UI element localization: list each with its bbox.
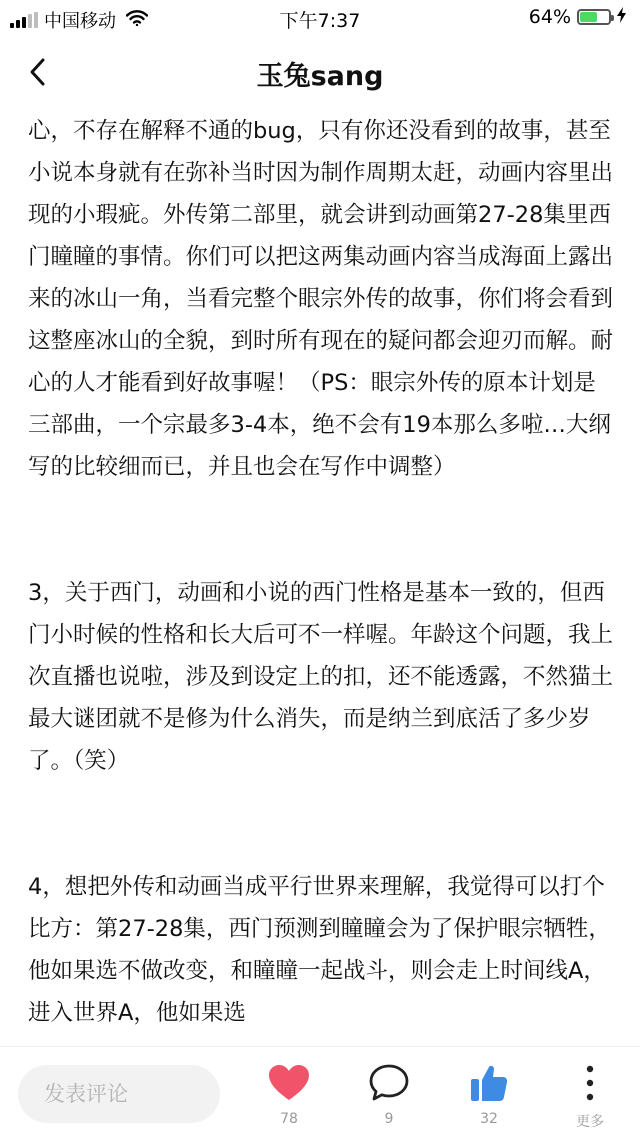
battery-fill xyxy=(580,12,597,22)
status-time: 下午7:37 xyxy=(279,10,361,32)
carrier-name: 中国移动 xyxy=(44,11,116,32)
nav-bar xyxy=(0,36,640,110)
status-right xyxy=(529,6,626,28)
charging-icon xyxy=(617,7,626,27)
article-paragraph: 3，关于西门，动画和小说的西门性格是基本一致的，但西门小时候的性格和长大后可不一样喔。年龄这个问题，我上次直播也说啦，涉及到设定上的扣，还不能透露，不然猫土最大谜团就不是修为什么消失，而是纳兰到底活了多少岁了。（笑） xyxy=(28,580,614,774)
thumbs-up-count: 32 xyxy=(480,1111,498,1127)
article-paragraph: 心，不存在解释不通的bug，只有你还没看到的故事，甚至小说本身就有在弥补当时因为制作周期太赶，动画内容里出现的小瑕疵。外传第二部里，就会讲到动画第27-28集里西门瞳瞳的事情。你们可以把这两集动画内容当成海面上露出来的冰山一角，当看完整个眼宗外传的故事，你们将会看到这整座冰山的全貌，到时所有现在的疑问都会迎刃而解。耐心的人才能看到好故事喔！（PS：眼宗外传的原本计划是三部曲，一个宗最多3-4本，绝不会有19本那么多啦…大纲写的比较细而已，并且也会在写作中调整） xyxy=(28,118,614,480)
thumbs-up-icon xyxy=(469,1063,509,1103)
status-bar xyxy=(0,0,640,36)
heart-icon xyxy=(268,1064,310,1102)
comment-count: 9 xyxy=(384,1111,394,1127)
comment-input[interactable] xyxy=(18,1065,220,1123)
like-count: 78 xyxy=(280,1111,298,1127)
more-label: 更多 xyxy=(576,1114,604,1130)
comment-button[interactable] xyxy=(354,1059,424,1127)
battery-percent: 64% xyxy=(528,6,571,28)
article-paragraph: 4，想把外传和动画当成平行世界来理解，我觉得可以打个比方：第27-28集，西门预测到瞳瞳会为了保护眼宗牺牲，他如果选不做改变，和瞳瞳一起战斗，则会走上时间线A，进入世界A，他如果选 xyxy=(28,874,611,1026)
speech-bubble-icon xyxy=(368,1063,410,1103)
page-title: 玉兔sang xyxy=(256,61,384,92)
like-button[interactable] xyxy=(254,1059,324,1127)
more-vertical-icon xyxy=(585,1065,595,1101)
more-button[interactable] xyxy=(555,1059,625,1131)
battery-icon xyxy=(577,9,611,25)
article-body[interactable] xyxy=(28,110,616,1046)
thumbs-up-button[interactable] xyxy=(454,1059,524,1127)
bottom-action-bar xyxy=(0,1046,640,1140)
